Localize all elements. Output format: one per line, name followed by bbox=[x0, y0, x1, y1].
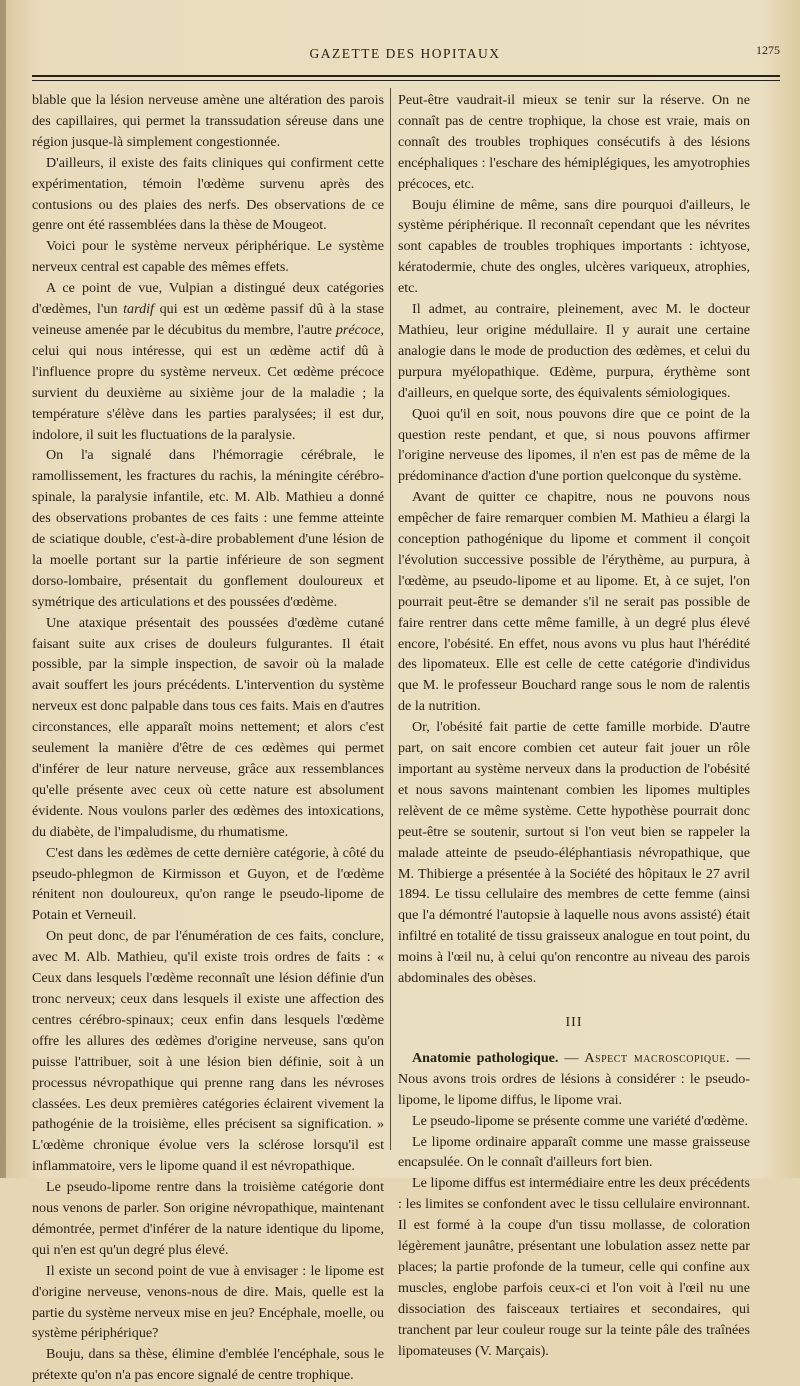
paragraph: Bouju, dans sa thèse, élimine d'emblée l'encéphale, sous le prétexte qu'on n'a pas encore signalé de centre trophique. bbox=[32, 1346, 384, 1384]
paragraph: Peut-être vaudrait-il mieux se tenir sur la réserve. On ne connaît pas de centre trophique, la chose est vraie, mais on connaît des troubles trophiques consécutifs à des lésions encéphaliques : l'eschare des hémiplégiques, les amyotrophies précoces, etc. bbox=[398, 92, 750, 192]
paragraph: Bouju élimine de même, sans dire pourquoi d'ailleurs, le système périphérique. Il reconnaît cependant que les névrites sont capables de troubles trophiques importants : ichtyose, kératodermie, chute des ongles, ulcères variqueux, atrophies, etc. bbox=[398, 196, 750, 297]
paragraph: Le pseudo-lipome rentre dans la troisième catégorie dont nous venons de parler. Son origine névropathique, maintenant démontrée, permet d'inférer de la nature identique du lipome, qui n'en est qu'un degré plus élevé. bbox=[32, 1179, 384, 1258]
paragraph: D'ailleurs, il existe des faits cliniques qui confirment cette expérimentation, témoin l'œdème survenu après des contusions ou des plaies des nerfs. Des observations de ce genre ont été rassemblées dans la thèse de Mougeot. bbox=[32, 154, 384, 234]
left-column bbox=[32, 90, 384, 1386]
paragraph: On l'a signalé dans l'hémorragie cérébrale, le ramollissement, les fractures du rachis, la méningite cérébro-spinale, la paralysie infantile, etc. M. Alb. Mathieu a donné des observations probantes de ces faits : une femme atteinte de sciatique double, c'est-à-dire probablement d'une lésion de la moelle portant sur la partie inférieure de son segment dorso-lombaire, présentait du gonflement douloureux et symétrique des articulations et des poussées d'œdème. bbox=[32, 447, 384, 610]
paragraph: Le pseudo-lipome se présente comme une variété d'œdème. bbox=[412, 1112, 748, 1129]
paragraph: blable que la lésion nerveuse amène une altération des parois des capillaires, qui permet la transsudation séreuse dans une région jusque-là simplement congestionnée. bbox=[32, 92, 384, 150]
section-heading: Anatomie pathologique. bbox=[412, 1049, 559, 1066]
paragraph-vulpian: A ce point de vue, Vulpian a distingué deux catégories d'œdèmes, l'un tardif qui est un œdème passif dû à la stase veineuse amenée par le décubitus du membre, l'autre précoce, celui qui nous intéresse, qui est un œdème actif dû à l'influence propre du système nerveux. Cet œdème précoce survient du deuxième au sixième jour de la maladie ; la température s'élève dans les parties paralysées; il est dur, indolore, il suit les fluctuations de la paralysie. bbox=[32, 280, 385, 443]
paragraph: Il existe un second point de vue à envisager : le lipome est d'origine nerveuse, venons-nous de dire. Mais, quelle est la partie du système nerveux mise en jeu? Encéphale, moelle, ou système périphérique? bbox=[32, 1262, 384, 1342]
page-header bbox=[30, 43, 780, 68]
header-rule-thick bbox=[32, 75, 780, 77]
paragraph: Le lipome diffus est intermédiaire entre les deux précédents : les limites se confondent avec le tissu cellulaire environnant. Il est formé à la coupe d'un tissu mollasse, de coloration légèrement jaunâtre, présentant une lobulation assez nette par places; la partie profonde de la tumeur, celle qui confine aux muscles, englobe parfois ceux-ci et l'on voit à l'œil nu une dissociation des faisceaux tertiaires et secondaires, qui tranchent par leur couleur rouge sur la teinte pâle des traînées lipomateuses (V. Marçais). bbox=[398, 1175, 750, 1359]
header-rule-thin bbox=[32, 80, 780, 81]
paragraph: Une ataxique présentait des poussées d'œdème cutané faisant suite aux crises de douleurs fulgurantes. Il était possible, par la simple inspection, de savoir où la malade avait souffert les jours précédents. L'intervention du système nerveux est donc palpable dans tous ces faits. Mais en d'autres circonstances, elle apparaît moins nettement; et alors c'est seulement la manière d'être de ces œdèmes qui permet d'inférer de leur nature nerveuse, grâce aux ressemblances qu'elle présente avec ceux où cette nature est absolument évidente. Nous voulons parler des œdèmes des intoxications, du diabète, de l'impaludisme, du rhumatisme. bbox=[32, 614, 384, 840]
paragraph: Avant de quitter ce chapitre, nous ne pouvons nous empêcher de faire remarquer combien M. Mathieu a élargi la conception pathogénique du lipome et comment il conçoit l'évolution successive possible de l'érythème, au purpura, à l'œdème, au pseudo-lipome et au lipome. Et, à ce sujet, l'on pourrait peut-être se demander s'il ne serait pas possible de faire rentrer dans cette même famille, à un degré plus élevé encore, l'obésité. En effet, nous avons vu plus haut l'hérédité des lipomateux. Elle est celle de cette catégorie d'individus que M. le professeur Bouchard range sous le nom de ralentis de la nutrition. bbox=[398, 489, 750, 715]
paragraph: Quoi qu'il en soit, nous pouvons dire que ce point de la question reste pendant, et que, si nous pouvons affirmer l'origine nerveuse des lipomes, il n'en est pas de même de la prédominance d'action d'une portion quelconque du système. bbox=[398, 405, 750, 485]
section-heading-paragraph: Anatomie pathologique. — Aspect macroscopique. — Nous avons trois ordres de lésions à considérer : le pseudo-lipome, le lipome diffus, le lipome vrai. bbox=[398, 1049, 750, 1108]
column-divider bbox=[390, 88, 391, 1150]
paragraph: Il admet, au contraire, pleinement, avec M. le docteur Mathieu, leur origine médullaire. Il y aurait une certaine analogie dans le mode de production des œdèmes, et celui du purpura myélopathique. Œdème, purpura, érythème sont d'ailleurs, en quelque sorte, des équivalents sémiologiques. bbox=[398, 301, 750, 401]
italic-term: précoce bbox=[335, 321, 381, 338]
paragraph: Or, l'obésité fait partie de cette famille morbide. D'autre part, on sait encore combien cet auteur fait jouer un rôle important au système nerveux dans la production de l'obésité et nous savons maintenant combien les lipomes multiples relèvent de ce même système. Cette hypothèse pourrait donc peut-être se soutenir, surtout si l'on veut bien se rappeler la malade atteinte de pseudo-éléphantiasis névropathique, que M. Thibierge a présentée à la Société des hôpitaux le 27 avril 1894. Le tissu cellulaire des membres de cette femme (ainsi que l'a démontré l'autopsie à laquelle nous avons assisté) était infiltré en totalité de tissu graisseux analogue en tout point, du moins à l'œil nu, à celui qu'on rencontre au niveau des parois abdominales des obèses. bbox=[398, 719, 750, 987]
italic-term: tardif bbox=[123, 301, 154, 318]
paragraph: Le lipome ordinaire apparaît comme une masse graisseuse encapsulée. On le connaît d'ailleurs fort bien. bbox=[398, 1133, 750, 1171]
page-binding-edge bbox=[0, 0, 6, 1178]
right-column bbox=[398, 90, 750, 1361]
paragraph: C'est dans les œdèmes de cette dernière catégorie, à côté du pseudo-phlegmon de Kirmisson et Guyon, et de l'œdème rénitent non douloureux, qu'on range le pseudo-lipome de Potain et Verneuil. bbox=[32, 844, 384, 924]
paragraph: On peut donc, de par l'énumération de ces faits, conclure, avec M. Alb. Mathieu, qu'il existe trois ordres de faits : « Ceux dans lesquels l'œdème reconnaît une lésion définie d'un tronc nerveux; ceux dans lesquels il existe une affection des centres cérébro-spinaux; ceux enfin dans lesquels l'œdème offre les allures des œdèmes d'origine nerveuse, sans qu'on puisse l'attribuer, soit à une lésion bien définie, soit à un processus névropathique qui prenne rang dans les névroses classées. Les deux premières catégories éclairent vivement la pathogénie de la troisième, elles précisent sa signification. » L'œdème chronique évolue vers la sclérose lorsqu'il est inflammatoire, vers le lipome quand il est névropathique. bbox=[32, 928, 384, 1175]
section-number: III bbox=[565, 1014, 583, 1030]
section-subheading: Aspect macroscopique. bbox=[584, 1049, 730, 1066]
paragraph: Voici pour le système nerveux périphérique. Le système nerveux central est capable des mêmes effets. bbox=[32, 238, 384, 276]
journal-title: GAZETTE DES HOPITAUX bbox=[309, 46, 501, 61]
page-number: 1275 bbox=[756, 43, 780, 57]
